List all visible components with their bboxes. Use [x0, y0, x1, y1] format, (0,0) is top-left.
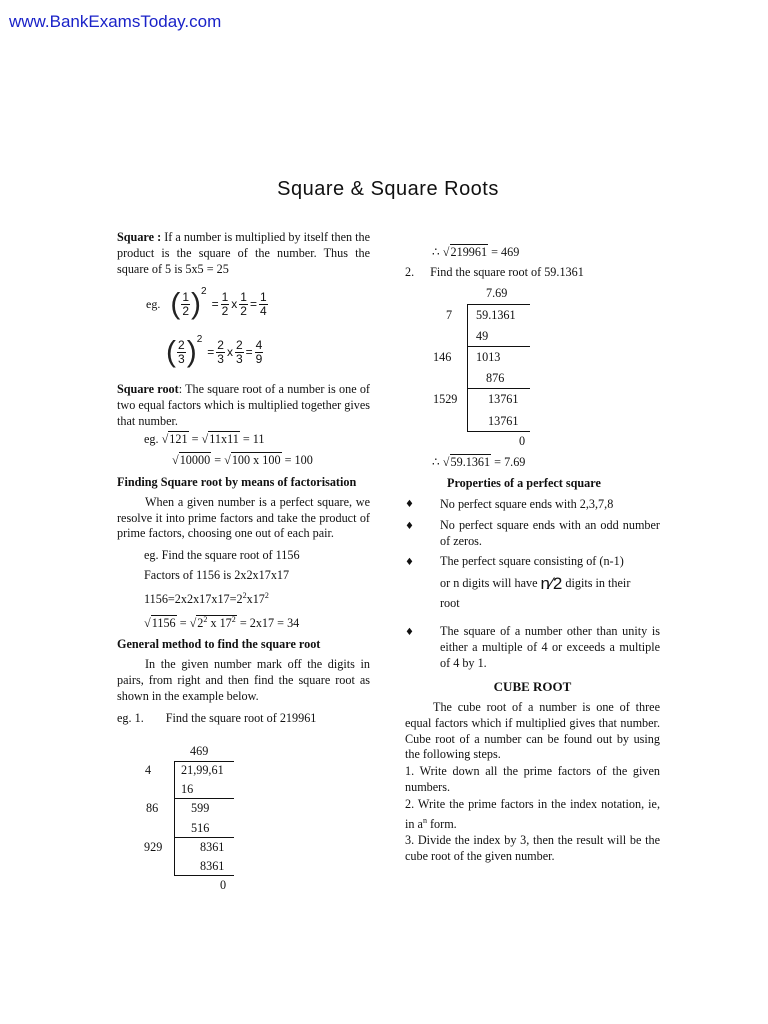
square-example-2: ( $\frac{2}{3}$ )$^2$ = $\frac{2}{3}$ x $\frac{2}{3}$ = $\frac{4}{9}$ — [166, 334, 263, 369]
property-1: No perfect square ends with 2,3,7,8 — [440, 497, 614, 511]
property-3: The perfect square consisting of (n-1) or n digits will have n⁄2 digits in their root — [440, 554, 631, 610]
cube-root-heading: CUBE ROOT — [493, 679, 572, 694]
bullet-icon: ♦ — [405, 557, 414, 568]
general-method-text: In the given number mark off the digits in pairs, from right and then find the square root as shown in the example below. — [117, 657, 370, 703]
cube-root-block — [405, 700, 660, 865]
properties-heading: Properties of a perfect square — [447, 476, 601, 490]
square-definition: Square : If a number is multiplied by itself then the product is the square of the number. Thus the square of 5 is 5x5 = 25 — [117, 230, 371, 276]
square-root-definition: Square root: The square root of a number is one of two equal factors which is multiplied together gives that number. — [117, 382, 370, 428]
general-method-heading: General method to find the square root — [117, 637, 321, 652]
page-title: Square & Square Roots — [277, 178, 499, 200]
example-1-label: eg. 1. Find the square root of 219961 — [117, 710, 317, 725]
left-column — [117, 230, 370, 277]
factorisation-text: When a given number is a perfect square, we resolve it into prime factors and take the product of prime factors, choosing one out of each pair. — [117, 494, 370, 541]
cube-step-1: 1. Write down all the prime factors of the given numbers. — [405, 764, 660, 794]
cube-step-3: 3. Divide the index by 3, then the result will be the cube root of the given number. — [405, 833, 660, 864]
properties-list — [405, 497, 660, 677]
bullet-icon: ♦ — [405, 627, 414, 638]
site-link[interactable]: www.BankExamsToday.com — [9, 12, 222, 31]
square-root-block — [117, 382, 370, 726]
sqrt-example-1: eg. √121 = √11x11 = 11 — [144, 432, 265, 447]
property-2: No perfect square ends with an odd number of zeros. — [440, 518, 660, 548]
square-example-1: eg. ( $\frac{1}{2}$ )$^2$ = $\frac{1}{2}$ x $\frac{1}{2}$ = $\frac{1}{4}$ — [146, 286, 267, 321]
therefore-result-1: ∴ √219961 = 469 — [432, 245, 520, 259]
factorisation-heading: Finding Square root by means of factorisation — [117, 474, 357, 489]
cube-step-2: 2. Write the prime factors in the index notation, ie, in $a^n$ form. — [405, 796, 660, 831]
factorisation-example: eg. Find the square root of 1156 Factors of 1156 is 2x2x17x17 $1156=2x2x17x17=2^2x17^2$ $√1156 = √2^2$ x $17^2 = 2x17 = 34$ — [144, 548, 300, 630]
bullet-icon: ♦ — [405, 499, 414, 510]
cube-root-text: The cube root of a number is one of three equal factors which if multiplied gives that number. Cube root of a number can be found out by using the following steps. — [405, 700, 660, 762]
property-4: The square of a number other than unity is either a multiple of 4 or exceeds a multiple of 4 by 1. — [440, 624, 660, 670]
question-2: 2. Find the square root of 59.1361 — [405, 265, 584, 279]
sqrt-example-2: √10000 = √100 x 100 = 100 — [172, 453, 313, 468]
therefore-result-2: ∴ √59.1361 = 7.69 — [432, 455, 526, 469]
bullet-icon: ♦ — [405, 521, 414, 532]
